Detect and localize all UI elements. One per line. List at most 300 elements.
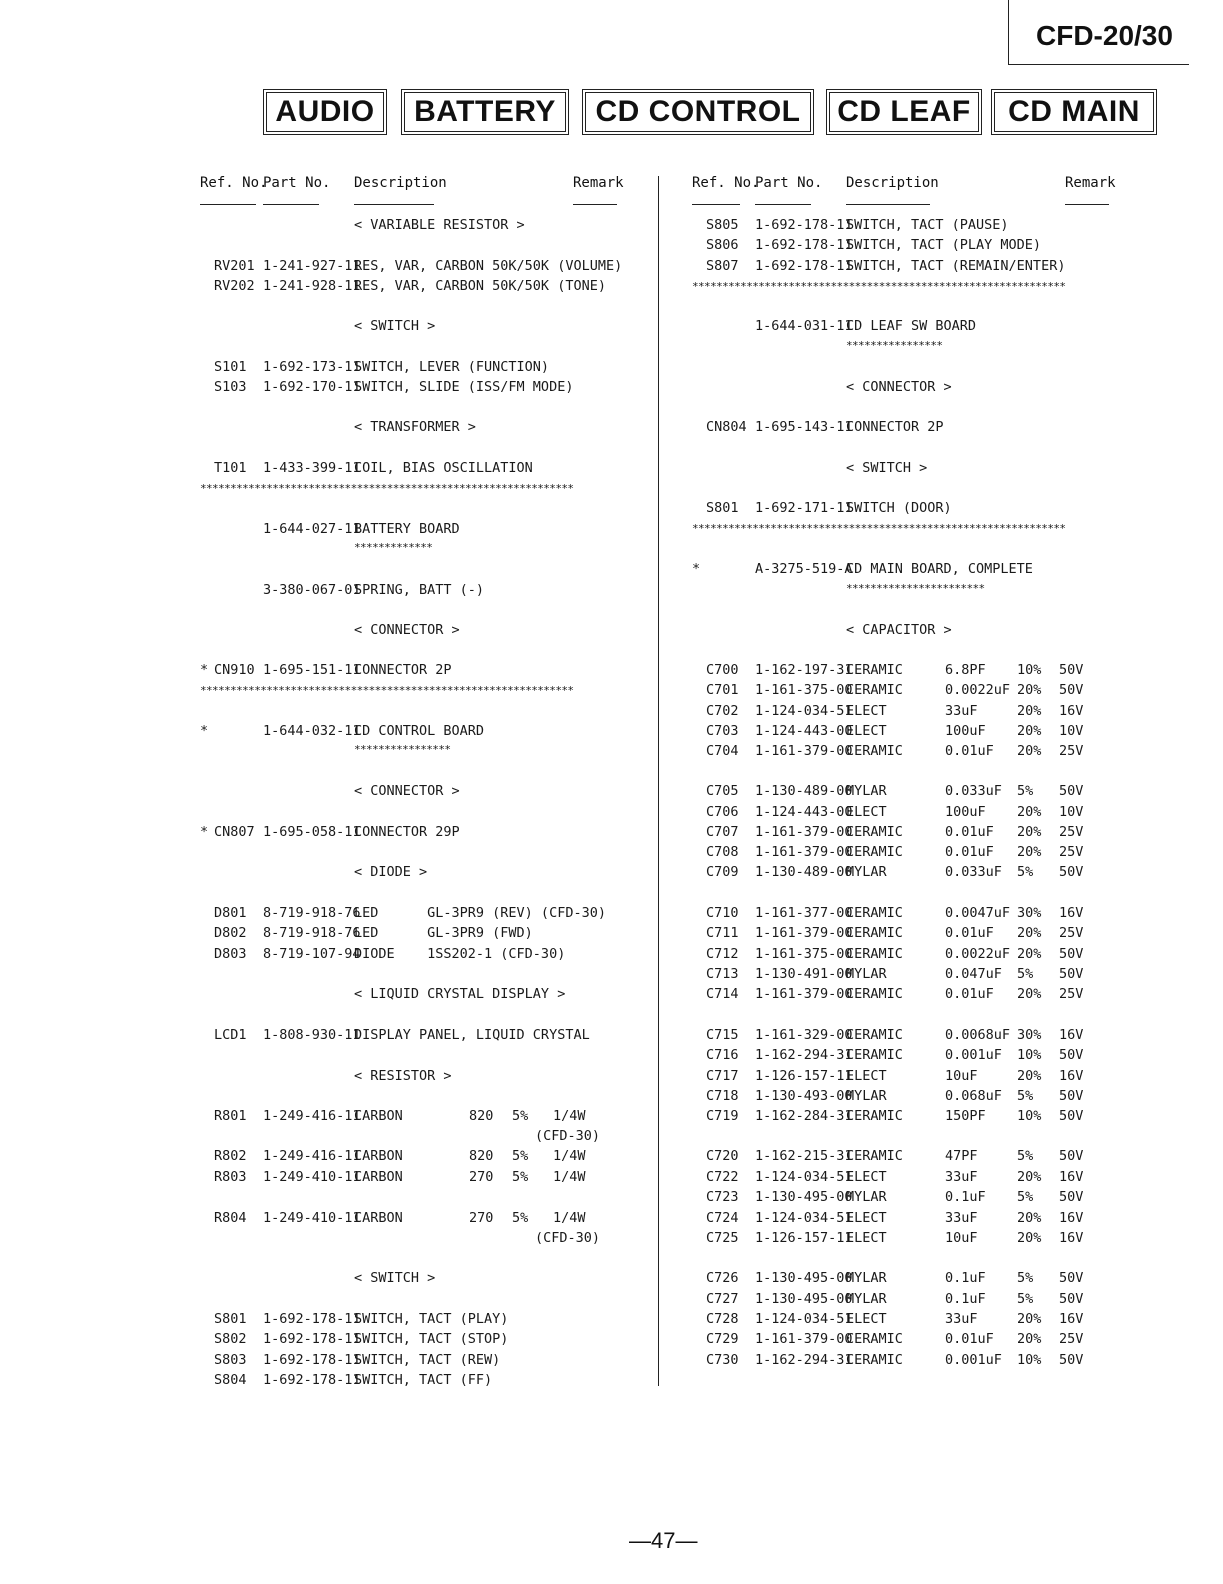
part-no: 1-692-170-11 — [263, 379, 361, 395]
capacitance: 0.1uF — [945, 1291, 986, 1307]
tolerance: 10% — [1017, 662, 1042, 678]
part-no: 1-161-379-00 — [755, 925, 853, 941]
description: SWITCH, SLIDE (ISS/FM MODE) — [354, 379, 574, 395]
section-heading: < TRANSFORMER > — [354, 419, 476, 435]
part-no: 8-719-107-94 — [263, 946, 361, 962]
separator-stars: ************************************************************** — [692, 280, 1066, 293]
part-no: 1-161-379-00 — [755, 824, 853, 840]
ref-no: C730 — [706, 1352, 739, 1368]
tolerance: 5% — [512, 1148, 529, 1164]
description: MYLAR — [846, 1291, 887, 1307]
ref-no: CN807 — [214, 824, 255, 840]
voltage: 16V — [1059, 1311, 1084, 1327]
ref-no: C726 — [706, 1270, 739, 1286]
part-no: 1-241-927-11 — [263, 258, 361, 274]
part-no: 1-130-495-00 — [755, 1189, 853, 1205]
description: CERAMIC — [846, 743, 903, 759]
section-heading: < CONNECTOR > — [354, 622, 460, 638]
part-no: 1-161-329-00 — [755, 1027, 853, 1043]
tab-cd-leaf: CD LEAF — [829, 92, 979, 132]
board-title-stars: **************** — [354, 743, 451, 756]
capacitance: 0.01uF — [945, 844, 994, 860]
description: SWITCH, LEVER (FUNCTION) — [354, 359, 550, 375]
resistance-value: 270 — [469, 1210, 494, 1226]
description: DIODE 1SS202-1 (CFD-30) — [354, 946, 566, 962]
part-no: 1-249-410-11 — [263, 1210, 361, 1226]
ref-no: CN910 — [214, 662, 255, 678]
part-no: 1-130-489-00 — [755, 864, 853, 880]
description: CERAMIC — [846, 1148, 903, 1164]
description: MYLAR — [846, 783, 887, 799]
capacitance: 0.01uF — [945, 925, 994, 941]
part-no: 1-124-034-51 — [755, 1311, 853, 1327]
description: CARBON — [354, 1169, 403, 1185]
ref-no: C725 — [706, 1230, 739, 1246]
voltage: 50V — [1059, 1088, 1084, 1104]
tolerance: 20% — [1017, 1230, 1042, 1246]
description: LED GL-3PR9 (REV) (CFD-30) — [354, 905, 606, 921]
part-no: 8-719-918-76 — [263, 905, 361, 921]
ref-no: RV201 — [214, 258, 255, 274]
part-no: 1-130-491-00 — [755, 966, 853, 982]
tolerance: 20% — [1017, 1210, 1042, 1226]
part-no: 1-162-284-31 — [755, 1108, 853, 1124]
header-remark: Remark — [1065, 175, 1116, 191]
voltage: 25V — [1059, 844, 1084, 860]
remark-note: (CFD-30) — [535, 1230, 601, 1246]
ref-no: C720 — [706, 1148, 739, 1164]
voltage: 50V — [1059, 946, 1084, 962]
tolerance: 20% — [1017, 1331, 1042, 1347]
voltage: 50V — [1059, 1270, 1084, 1286]
capacitance: 0.01uF — [945, 743, 994, 759]
power-rating: 1/4W — [553, 1169, 586, 1185]
capacitance: 100uF — [945, 723, 986, 739]
ref-no: S807 — [706, 258, 739, 274]
tolerance: 5% — [1017, 966, 1034, 982]
tolerance: 20% — [1017, 743, 1042, 759]
header-underline — [692, 204, 740, 205]
ref-no: C709 — [706, 864, 739, 880]
part-no: 1-249-416-11 — [263, 1148, 361, 1164]
capacitance: 0.0047uF — [945, 905, 1011, 921]
power-rating: 1/4W — [553, 1210, 586, 1226]
tolerance: 5% — [1017, 1270, 1034, 1286]
description: CARBON — [354, 1210, 403, 1226]
description: SWITCH, TACT (STOP) — [354, 1331, 509, 1347]
ref-no: C701 — [706, 682, 739, 698]
tolerance: 20% — [1017, 946, 1042, 962]
voltage: 50V — [1059, 966, 1084, 982]
ref-no: C707 — [706, 824, 739, 840]
tolerance: 30% — [1017, 1027, 1042, 1043]
part-no: 1-124-443-00 — [755, 723, 853, 739]
tolerance: 20% — [1017, 1311, 1042, 1327]
tolerance: 5% — [512, 1169, 529, 1185]
board-title-stars: *********************** — [846, 582, 985, 595]
new-part-mark: * — [200, 723, 209, 739]
power-rating: 1/4W — [553, 1108, 586, 1124]
description: CERAMIC — [846, 986, 903, 1002]
part-no: 1-124-443-00 — [755, 804, 853, 820]
description: RES, VAR, CARBON 50K/50K (TONE) — [354, 278, 606, 294]
part-no: 1-126-157-11 — [755, 1068, 853, 1084]
ref-no: C719 — [706, 1108, 739, 1124]
board-title: BATTERY BOARD — [354, 521, 460, 537]
description: CERAMIC — [846, 682, 903, 698]
part-no: 1-692-178-11 — [263, 1352, 361, 1368]
capacitance: 100uF — [945, 804, 986, 820]
voltage: 16V — [1059, 1068, 1084, 1084]
part-no: 1-692-178-11 — [755, 237, 853, 253]
ref-no: S805 — [706, 217, 739, 233]
capacitance: 0.0022uF — [945, 682, 1011, 698]
voltage: 16V — [1059, 1210, 1084, 1226]
voltage: 25V — [1059, 925, 1084, 941]
description: CERAMIC — [846, 1047, 903, 1063]
header-underline — [263, 204, 319, 205]
part-no: 1-161-379-00 — [755, 844, 853, 860]
description: CERAMIC — [846, 1352, 903, 1368]
ref-no: S801 — [706, 500, 739, 516]
part-no: 1-241-928-11 — [263, 278, 361, 294]
description: CONNECTOR 2P — [846, 419, 944, 435]
part-no: 1-433-399-11 — [263, 460, 361, 476]
new-part-mark: * — [692, 561, 701, 577]
ref-no: C717 — [706, 1068, 739, 1084]
tolerance: 5% — [1017, 1148, 1034, 1164]
capacitance: 0.068uF — [945, 1088, 1002, 1104]
ref-no: R804 — [214, 1210, 247, 1226]
capacitance: 150PF — [945, 1108, 986, 1124]
ref-no: C716 — [706, 1047, 739, 1063]
ref-no: D802 — [214, 925, 247, 941]
board-title: CD LEAF SW BOARD — [846, 318, 977, 334]
voltage: 50V — [1059, 1189, 1084, 1205]
capacitance: 0.1uF — [945, 1270, 986, 1286]
header-underline — [846, 204, 930, 205]
capacitance: 6.8PF — [945, 662, 986, 678]
part-no: 1-161-379-00 — [755, 1331, 853, 1347]
capacitance: 33uF — [945, 1311, 978, 1327]
description: CERAMIC — [846, 905, 903, 921]
description: ELECT — [846, 1210, 887, 1226]
header-underline — [354, 204, 434, 205]
resistance-value: 820 — [469, 1148, 494, 1164]
part-no: 1-692-178-11 — [755, 217, 853, 233]
description: DISPLAY PANEL, LIQUID CRYSTAL — [354, 1027, 590, 1043]
description: CARBON — [354, 1108, 403, 1124]
voltage: 50V — [1059, 1148, 1084, 1164]
tab-battery: BATTERY — [404, 92, 566, 132]
tolerance: 20% — [1017, 1068, 1042, 1084]
board-title: CD CONTROL BOARD — [354, 723, 485, 739]
ref-no: C723 — [706, 1189, 739, 1205]
voltage: 25V — [1059, 1331, 1084, 1347]
tolerance: 5% — [1017, 1189, 1034, 1205]
separator-stars: ************************************************************** — [692, 522, 1066, 535]
description: CERAMIC — [846, 925, 903, 941]
description: SWITCH (DOOR) — [846, 500, 952, 516]
description: ELECT — [846, 723, 887, 739]
part-no: 1-644-032-11 — [263, 723, 361, 739]
separator-stars: ************************************************************** — [200, 482, 574, 495]
part-no: 1-808-930-11 — [263, 1027, 361, 1043]
header-ref-no: Ref. No. — [200, 175, 268, 191]
ref-no: C728 — [706, 1311, 739, 1327]
voltage: 25V — [1059, 824, 1084, 840]
remark-note: (CFD-30) — [535, 1128, 601, 1144]
part-no: 1-692-178-11 — [263, 1311, 361, 1327]
description: SWITCH, TACT (PLAY) — [354, 1311, 509, 1327]
board-title-stars: **************** — [846, 339, 943, 352]
ref-no: S801 — [214, 1311, 247, 1327]
ref-no: C722 — [706, 1169, 739, 1185]
ref-no: D803 — [214, 946, 247, 962]
ref-no: S804 — [214, 1372, 247, 1388]
description: ELECT — [846, 703, 887, 719]
ref-no: D801 — [214, 905, 247, 921]
header-underline — [573, 204, 617, 205]
tolerance: 20% — [1017, 723, 1042, 739]
tolerance: 20% — [1017, 986, 1042, 1002]
voltage: 50V — [1059, 1047, 1084, 1063]
voltage: 50V — [1059, 1352, 1084, 1368]
description: SWITCH, TACT (PAUSE) — [846, 217, 1009, 233]
ref-no: CN804 — [706, 419, 747, 435]
description: MYLAR — [846, 1189, 887, 1205]
ref-no: C711 — [706, 925, 739, 941]
ref-no: C702 — [706, 703, 739, 719]
voltage: 16V — [1059, 905, 1084, 921]
capacitance: 10uF — [945, 1230, 978, 1246]
ref-no: S101 — [214, 359, 247, 375]
new-part-mark: * — [200, 662, 209, 678]
description: MYLAR — [846, 1270, 887, 1286]
part-no: 1-130-493-00 — [755, 1088, 853, 1104]
capacitance: 33uF — [945, 703, 978, 719]
ref-no: RV202 — [214, 278, 255, 294]
description: ELECT — [846, 1068, 887, 1084]
tolerance: 10% — [1017, 1352, 1042, 1368]
tab-cd-main: CD MAIN — [994, 92, 1154, 132]
voltage: 50V — [1059, 662, 1084, 678]
header-underline — [1065, 204, 1109, 205]
tolerance: 5% — [1017, 1088, 1034, 1104]
board-title-stars: ************* — [354, 541, 433, 554]
ref-no: T101 — [214, 460, 247, 476]
voltage: 10V — [1059, 804, 1084, 820]
capacitance: 47PF — [945, 1148, 978, 1164]
description: RES, VAR, CARBON 50K/50K (VOLUME) — [354, 258, 623, 274]
part-no: 1-162-294-31 — [755, 1047, 853, 1063]
description: SWITCH, TACT (FF) — [354, 1372, 493, 1388]
section-heading: < RESISTOR > — [354, 1068, 452, 1084]
tab-audio: AUDIO — [266, 92, 384, 132]
tab-cd-control: CD CONTROL — [585, 92, 811, 132]
description: LED GL-3PR9 (FWD) — [354, 925, 533, 941]
new-part-mark: * — [200, 824, 209, 840]
ref-no: C724 — [706, 1210, 739, 1226]
voltage: 50V — [1059, 783, 1084, 799]
section-heading: < DIODE > — [354, 864, 428, 880]
description: ELECT — [846, 1230, 887, 1246]
ref-no: C729 — [706, 1331, 739, 1347]
resistance-value: 270 — [469, 1169, 494, 1185]
tolerance: 20% — [1017, 844, 1042, 860]
voltage: 50V — [1059, 682, 1084, 698]
description: MYLAR — [846, 1088, 887, 1104]
description: CERAMIC — [846, 844, 903, 860]
ref-no: S802 — [214, 1331, 247, 1347]
description: MYLAR — [846, 966, 887, 982]
ref-no: S103 — [214, 379, 247, 395]
ref-no: R803 — [214, 1169, 247, 1185]
ref-no: C708 — [706, 844, 739, 860]
section-heading: < CAPACITOR > — [846, 622, 952, 638]
ref-no: S806 — [706, 237, 739, 253]
capacitance: 33uF — [945, 1169, 978, 1185]
header-underline — [755, 204, 811, 205]
voltage: 10V — [1059, 723, 1084, 739]
part-no: 1-249-416-11 — [263, 1108, 361, 1124]
separator-stars: ************************************************************** — [200, 684, 574, 697]
ref-no: C713 — [706, 966, 739, 982]
capacitance: 0.01uF — [945, 1331, 994, 1347]
tolerance: 20% — [1017, 824, 1042, 840]
capacitance: 0.047uF — [945, 966, 1002, 982]
section-heading: < CONNECTOR > — [846, 379, 952, 395]
description: CONNECTOR 2P — [354, 662, 452, 678]
tolerance: 10% — [1017, 1108, 1042, 1124]
tolerance: 20% — [1017, 925, 1042, 941]
ref-no: R802 — [214, 1148, 247, 1164]
section-heading: < SWITCH > — [354, 318, 436, 334]
part-no: 1-162-294-31 — [755, 1352, 853, 1368]
part-no: 1-130-495-00 — [755, 1270, 853, 1286]
tolerance: 5% — [1017, 864, 1034, 880]
voltage: 25V — [1059, 986, 1084, 1002]
ref-no: LCD1 — [214, 1027, 247, 1043]
resistance-value: 820 — [469, 1108, 494, 1124]
voltage: 16V — [1059, 1169, 1084, 1185]
part-no: 1-692-173-11 — [263, 359, 361, 375]
tolerance: 20% — [1017, 682, 1042, 698]
header-underline — [200, 204, 256, 205]
capacitance: 0.033uF — [945, 783, 1002, 799]
capacitance: 10uF — [945, 1068, 978, 1084]
description: CERAMIC — [846, 1108, 903, 1124]
ref-no: C710 — [706, 905, 739, 921]
part-no: 1-692-178-11 — [755, 258, 853, 274]
part-no: 8-719-918-76 — [263, 925, 361, 941]
section-heading: < SWITCH > — [846, 460, 928, 476]
ref-no: C705 — [706, 783, 739, 799]
part-no: 1-695-151-11 — [263, 662, 361, 678]
part-no: 1-130-495-00 — [755, 1291, 853, 1307]
part-no: 1-162-215-31 — [755, 1148, 853, 1164]
ref-no: R801 — [214, 1108, 247, 1124]
description: SPRING, BATT (-) — [354, 582, 485, 598]
section-heading: < SWITCH > — [354, 1270, 436, 1286]
section-heading: < CONNECTOR > — [354, 783, 460, 799]
header-remark: Remark — [573, 175, 624, 191]
section-heading: < LIQUID CRYSTAL DISPLAY > — [354, 986, 566, 1002]
tolerance: 20% — [1017, 1169, 1042, 1185]
part-no: 1-161-377-00 — [755, 905, 853, 921]
voltage: 50V — [1059, 864, 1084, 880]
part-no: 1-124-034-51 — [755, 1210, 853, 1226]
description: ELECT — [846, 804, 887, 820]
ref-no: S803 — [214, 1352, 247, 1368]
part-no: 1-249-410-11 — [263, 1169, 361, 1185]
header-description: Description — [354, 175, 447, 191]
board-title: CD MAIN BOARD, COMPLETE — [846, 561, 1033, 577]
description: SWITCH, TACT (PLAY MODE) — [846, 237, 1042, 253]
model-number: CFD-20/30 — [1036, 20, 1173, 51]
tolerance: 20% — [1017, 703, 1042, 719]
part-no: A-3275-519-A — [755, 561, 853, 577]
ref-no: C715 — [706, 1027, 739, 1043]
capacitance: 0.0068uF — [945, 1027, 1011, 1043]
part-no: 1-692-178-11 — [263, 1372, 361, 1388]
part-no: 1-644-031-11 — [755, 318, 853, 334]
description: CERAMIC — [846, 1331, 903, 1347]
capacitance: 0.033uF — [945, 864, 1002, 880]
tolerance: 20% — [1017, 804, 1042, 820]
part-no: 3-380-067-01 — [263, 582, 361, 598]
description: ELECT — [846, 1169, 887, 1185]
ref-no: C703 — [706, 723, 739, 739]
capacitance: 33uF — [945, 1210, 978, 1226]
part-no: 1-692-178-11 — [263, 1331, 361, 1347]
tolerance: 5% — [1017, 1291, 1034, 1307]
part-no: 1-130-489-00 — [755, 783, 853, 799]
part-no: 1-124-034-51 — [755, 1169, 853, 1185]
part-no: 1-124-034-51 — [755, 703, 853, 719]
description: ELECT — [846, 1311, 887, 1327]
description: CERAMIC — [846, 824, 903, 840]
description: CERAMIC — [846, 1027, 903, 1043]
capacitance: 0.001uF — [945, 1047, 1002, 1063]
description: SWITCH, TACT (REW) — [354, 1352, 501, 1368]
description: COIL, BIAS OSCILLATION — [354, 460, 533, 476]
voltage: 16V — [1059, 1027, 1084, 1043]
voltage: 50V — [1059, 1291, 1084, 1307]
part-no: 1-161-375-00 — [755, 682, 853, 698]
part-no: 1-695-143-11 — [755, 419, 853, 435]
power-rating: 1/4W — [553, 1148, 586, 1164]
description: CERAMIC — [846, 662, 903, 678]
page-number: —47— — [629, 1528, 698, 1553]
description: MYLAR — [846, 864, 887, 880]
header-description: Description — [846, 175, 939, 191]
column-divider — [658, 176, 659, 1386]
section-heading: < VARIABLE RESISTOR > — [354, 217, 525, 233]
ref-no: C700 — [706, 662, 739, 678]
header-part-no: Part No. — [263, 175, 331, 191]
part-no: 1-695-058-11 — [263, 824, 361, 840]
voltage: 50V — [1059, 1108, 1084, 1124]
capacitance: 0.01uF — [945, 824, 994, 840]
voltage: 16V — [1059, 1230, 1084, 1246]
part-no: 1-161-379-00 — [755, 986, 853, 1002]
description: CERAMIC — [846, 946, 903, 962]
voltage: 25V — [1059, 743, 1084, 759]
description: SWITCH, TACT (REMAIN/ENTER) — [846, 258, 1066, 274]
part-no: 1-162-197-31 — [755, 662, 853, 678]
tolerance: 30% — [1017, 905, 1042, 921]
